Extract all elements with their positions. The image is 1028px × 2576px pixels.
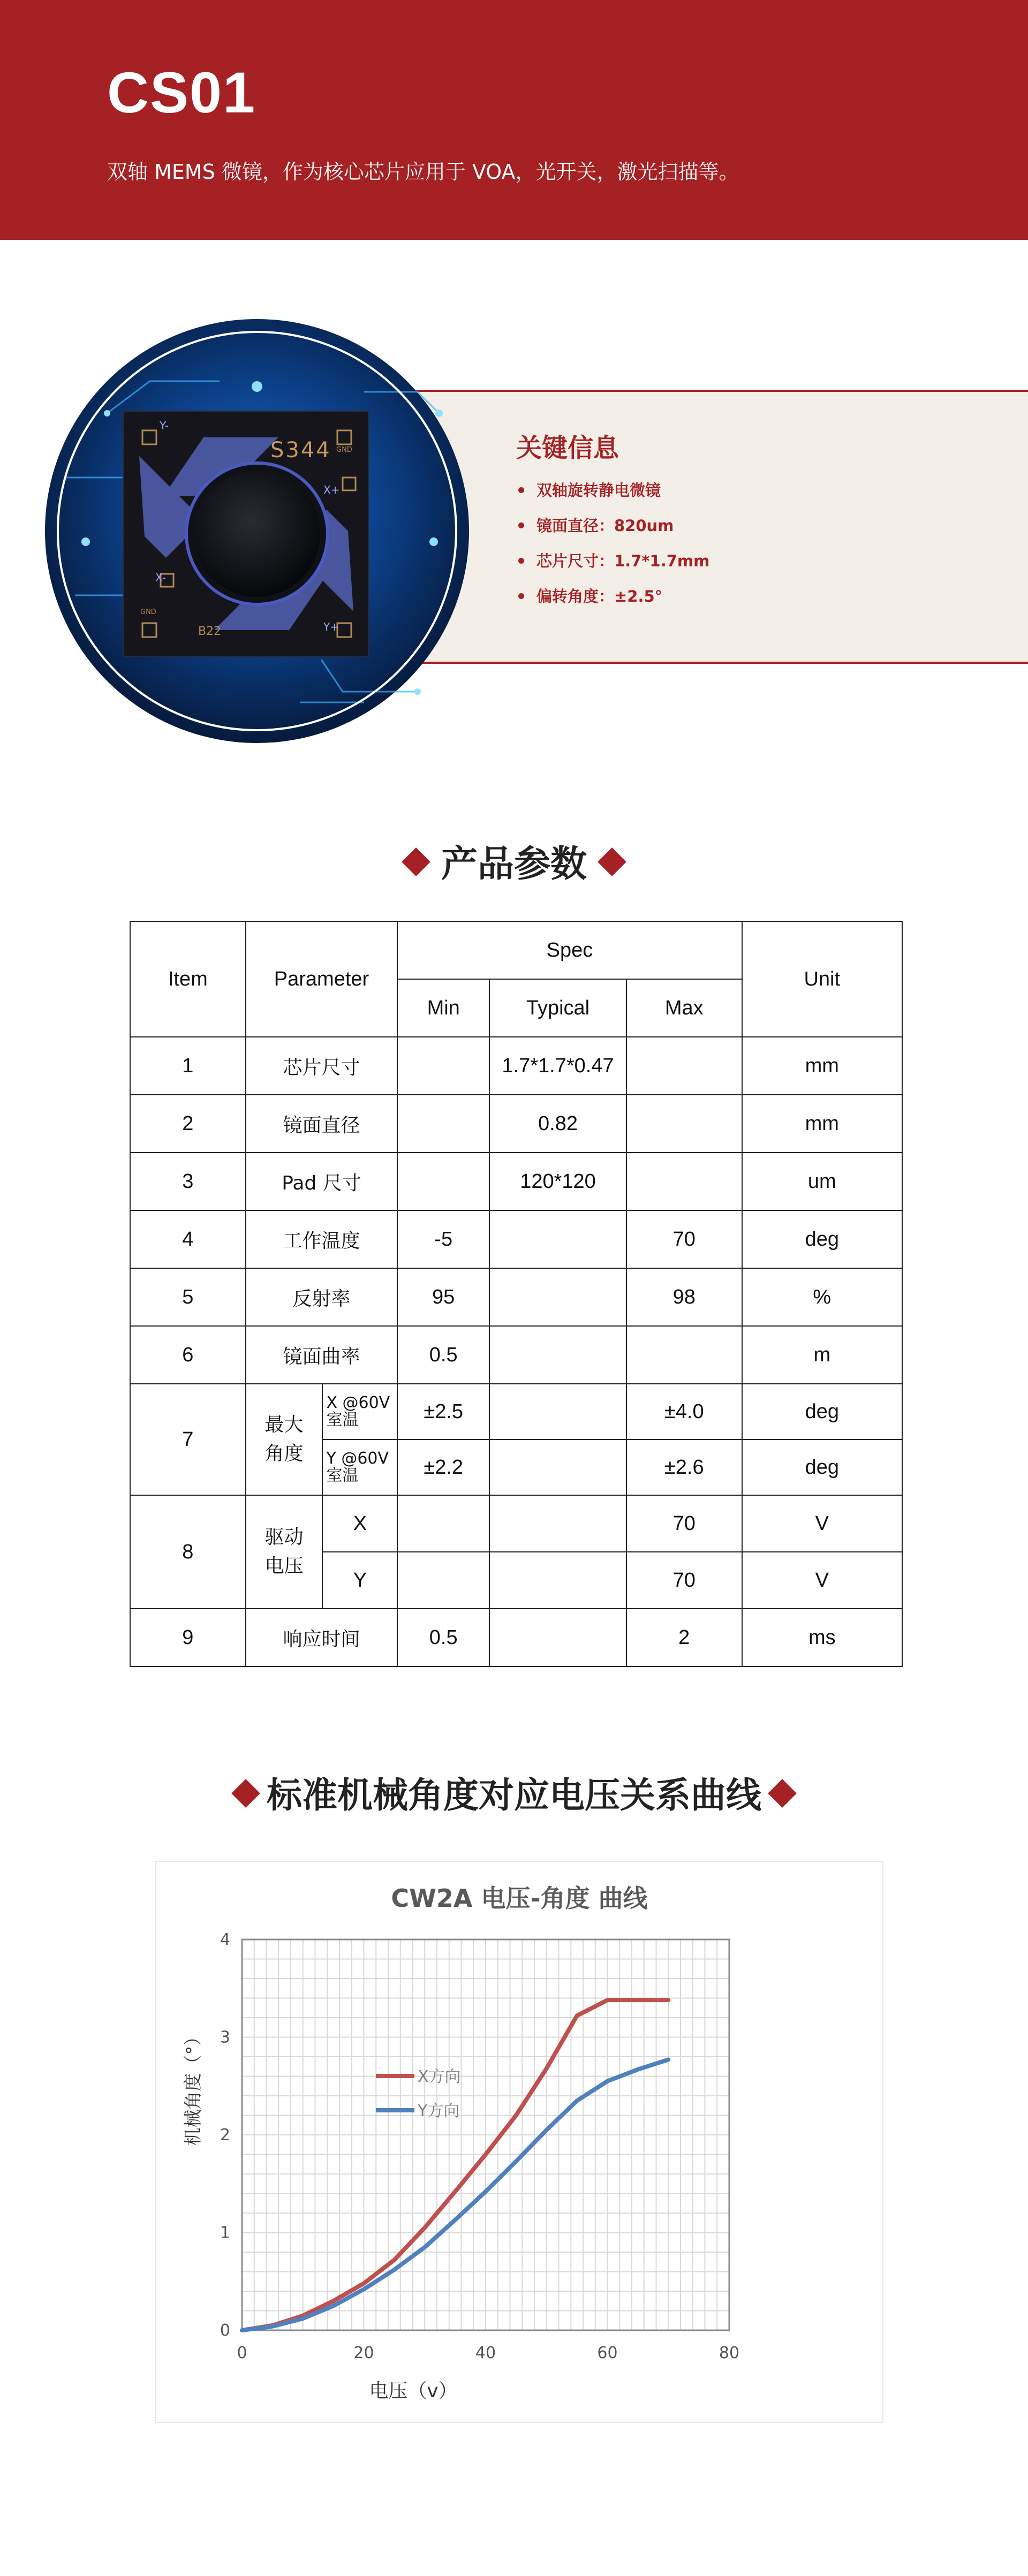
table-cell: mm <box>742 1037 902 1095</box>
table-cell: deg <box>742 1439 902 1495</box>
y-tick-label: 2 <box>220 2126 230 2145</box>
header-item: Item <box>130 921 246 1037</box>
table-cell <box>489 1384 626 1439</box>
chip-marking: S344 <box>270 438 331 463</box>
table-cell <box>489 1210 626 1268</box>
table-cell: ±2.6 <box>626 1439 742 1495</box>
svg-text:X-: X- <box>155 571 166 584</box>
table-cell: 4 <box>130 1210 246 1268</box>
table-cell: 芯片尺寸 <box>246 1037 398 1095</box>
table-cell: Pad 尺寸 <box>246 1153 398 1210</box>
x-tick-label: 20 <box>353 2344 374 2362</box>
product-title: CS01 <box>107 60 256 125</box>
key-info-list <box>516 480 709 621</box>
y-tick-label: 4 <box>220 1930 230 1949</box>
diamond-icon <box>231 1779 260 1808</box>
diamond-icon <box>768 1779 797 1808</box>
table-cell: 镜面曲率 <box>246 1326 398 1384</box>
table-cell: 镜面直径 <box>246 1095 398 1153</box>
key-info-item: 偏转角度：±2.5° <box>516 586 709 621</box>
x-tick-label: 80 <box>719 2344 740 2362</box>
table-cell: ms <box>742 1609 902 1666</box>
legend-label: Y方向 <box>418 2102 460 2120</box>
table-cell <box>626 1326 742 1384</box>
header-spec: Spec <box>397 921 742 979</box>
table-cell <box>489 1495 626 1552</box>
table-cell <box>397 1037 489 1095</box>
params-section-title: 产品参数 <box>0 835 1028 887</box>
chart-ylabel: 机械角度（°） <box>183 2027 204 2146</box>
table-cell: 最大角度 <box>246 1384 323 1495</box>
series-line <box>242 2059 668 2330</box>
table-cell: m <box>742 1326 902 1384</box>
key-info-heading: 关键信息 <box>516 433 619 463</box>
table-row <box>130 1326 902 1384</box>
table-cell: 6 <box>130 1326 246 1384</box>
table-cell: 70 <box>626 1495 742 1552</box>
table-row <box>130 1268 902 1326</box>
svg-text:GND: GND <box>140 608 156 616</box>
table-row <box>130 1037 902 1095</box>
table-row <box>130 1153 902 1210</box>
chart-xlabel: 电压（v） <box>369 2380 458 2402</box>
table-cell: V <box>742 1495 902 1552</box>
x-tick-label: 0 <box>237 2344 247 2362</box>
table-row <box>130 1210 902 1268</box>
table-cell <box>397 1153 489 1210</box>
table-cell: 1.7*1.7*0.47 <box>489 1037 626 1095</box>
table-cell: V <box>742 1552 902 1609</box>
table-cell: 7 <box>130 1384 246 1495</box>
table-row <box>130 1384 902 1439</box>
table-cell <box>626 1095 742 1153</box>
table-cell: X <box>322 1495 397 1552</box>
chart-series <box>242 2000 668 2330</box>
header-max: Max <box>626 979 742 1037</box>
table-cell <box>626 1153 742 1210</box>
svg-text:B22: B22 <box>198 625 222 638</box>
voltage-angle-chart <box>156 1862 882 2422</box>
table-cell: 驱动电压 <box>246 1495 323 1609</box>
series-line <box>242 2000 668 2330</box>
legend-label: X方向 <box>418 2067 461 2086</box>
table-row <box>130 1495 902 1552</box>
mirror-disc <box>194 471 320 597</box>
table-cell: 120*120 <box>489 1153 626 1210</box>
header-unit: Unit <box>742 921 902 1037</box>
table-cell: 0.5 <box>397 1609 489 1666</box>
svg-text:GND: GND <box>336 446 352 454</box>
table-row <box>130 1609 902 1666</box>
diamond-icon <box>598 848 626 877</box>
x-tick-label: 60 <box>597 2344 618 2362</box>
chip-photo <box>43 317 471 745</box>
product-subtitle: 双轴 MEMS 微镜，作为核心芯片应用于 VOA，光开关，激光扫描等。 <box>107 160 739 184</box>
key-info-item: 镜面直径：820um <box>516 515 709 550</box>
key-info-item: 芯片尺寸：1.7*1.7mm <box>516 550 709 586</box>
table-cell: 响应时间 <box>246 1609 398 1666</box>
table-cell: ±2.2 <box>397 1439 489 1495</box>
chart-ticks <box>220 1930 739 2362</box>
table-cell: 9 <box>130 1609 246 1666</box>
header-typical: Typical <box>489 979 626 1037</box>
table-cell: Y <box>322 1552 397 1609</box>
table-cell: 95 <box>397 1268 489 1326</box>
table-row <box>130 1095 902 1153</box>
table-cell: 3 <box>130 1153 246 1210</box>
table-cell: 5 <box>130 1268 246 1326</box>
table-cell: 0.82 <box>489 1095 626 1153</box>
header-min: Min <box>397 979 489 1037</box>
table-cell: 反射率 <box>246 1268 398 1326</box>
table-cell: um <box>742 1153 902 1210</box>
table-cell: 2 <box>130 1095 246 1153</box>
table-cell <box>397 1095 489 1153</box>
y-tick-label: 0 <box>220 2321 230 2340</box>
table-cell <box>489 1439 626 1495</box>
chart-title: CW2A 电压-角度 曲线 <box>391 1884 648 1913</box>
table-cell: 8 <box>130 1495 246 1609</box>
table-cell: 2 <box>626 1609 742 1666</box>
table-cell <box>397 1552 489 1609</box>
table-cell: -5 <box>397 1210 489 1268</box>
table-cell: 70 <box>626 1210 742 1268</box>
table-cell: ±4.0 <box>626 1384 742 1439</box>
header-parameter: Parameter <box>246 921 398 1037</box>
table-cell: Y @60V 室温 <box>322 1439 397 1495</box>
key-info-item: 双轴旋转静电微镜 <box>516 480 709 515</box>
table-cell: X @60V 室温 <box>322 1384 397 1439</box>
diamond-icon <box>402 848 430 877</box>
spec-table <box>130 921 903 1667</box>
table-cell: 70 <box>626 1552 742 1609</box>
y-tick-label: 1 <box>220 2223 230 2242</box>
table-cell <box>489 1326 626 1384</box>
table-cell <box>489 1268 626 1326</box>
table-cell <box>397 1495 489 1552</box>
table-cell <box>489 1552 626 1609</box>
table-cell: mm <box>742 1095 902 1153</box>
svg-text:X+: X+ <box>323 483 340 496</box>
svg-text:Y-: Y- <box>160 419 169 432</box>
chart-panel <box>155 1861 883 2423</box>
hero-banner <box>0 0 1028 240</box>
table-cell: ±2.5 <box>397 1384 489 1439</box>
y-tick-label: 3 <box>220 2028 230 2047</box>
x-tick-label: 40 <box>475 2344 496 2362</box>
table-cell: 0.5 <box>397 1326 489 1384</box>
table-cell: deg <box>742 1210 902 1268</box>
table-cell <box>626 1037 742 1095</box>
table-cell: 98 <box>626 1268 742 1326</box>
svg-text:Y+: Y+ <box>323 620 339 633</box>
curve-section-title: 标准机械角度对应电压关系曲线 <box>0 1767 1028 1817</box>
table-cell: % <box>742 1268 902 1326</box>
table-cell: deg <box>742 1384 902 1439</box>
table-cell <box>489 1609 626 1666</box>
table-cell: 工作温度 <box>246 1210 398 1268</box>
table-cell: 1 <box>130 1037 246 1095</box>
